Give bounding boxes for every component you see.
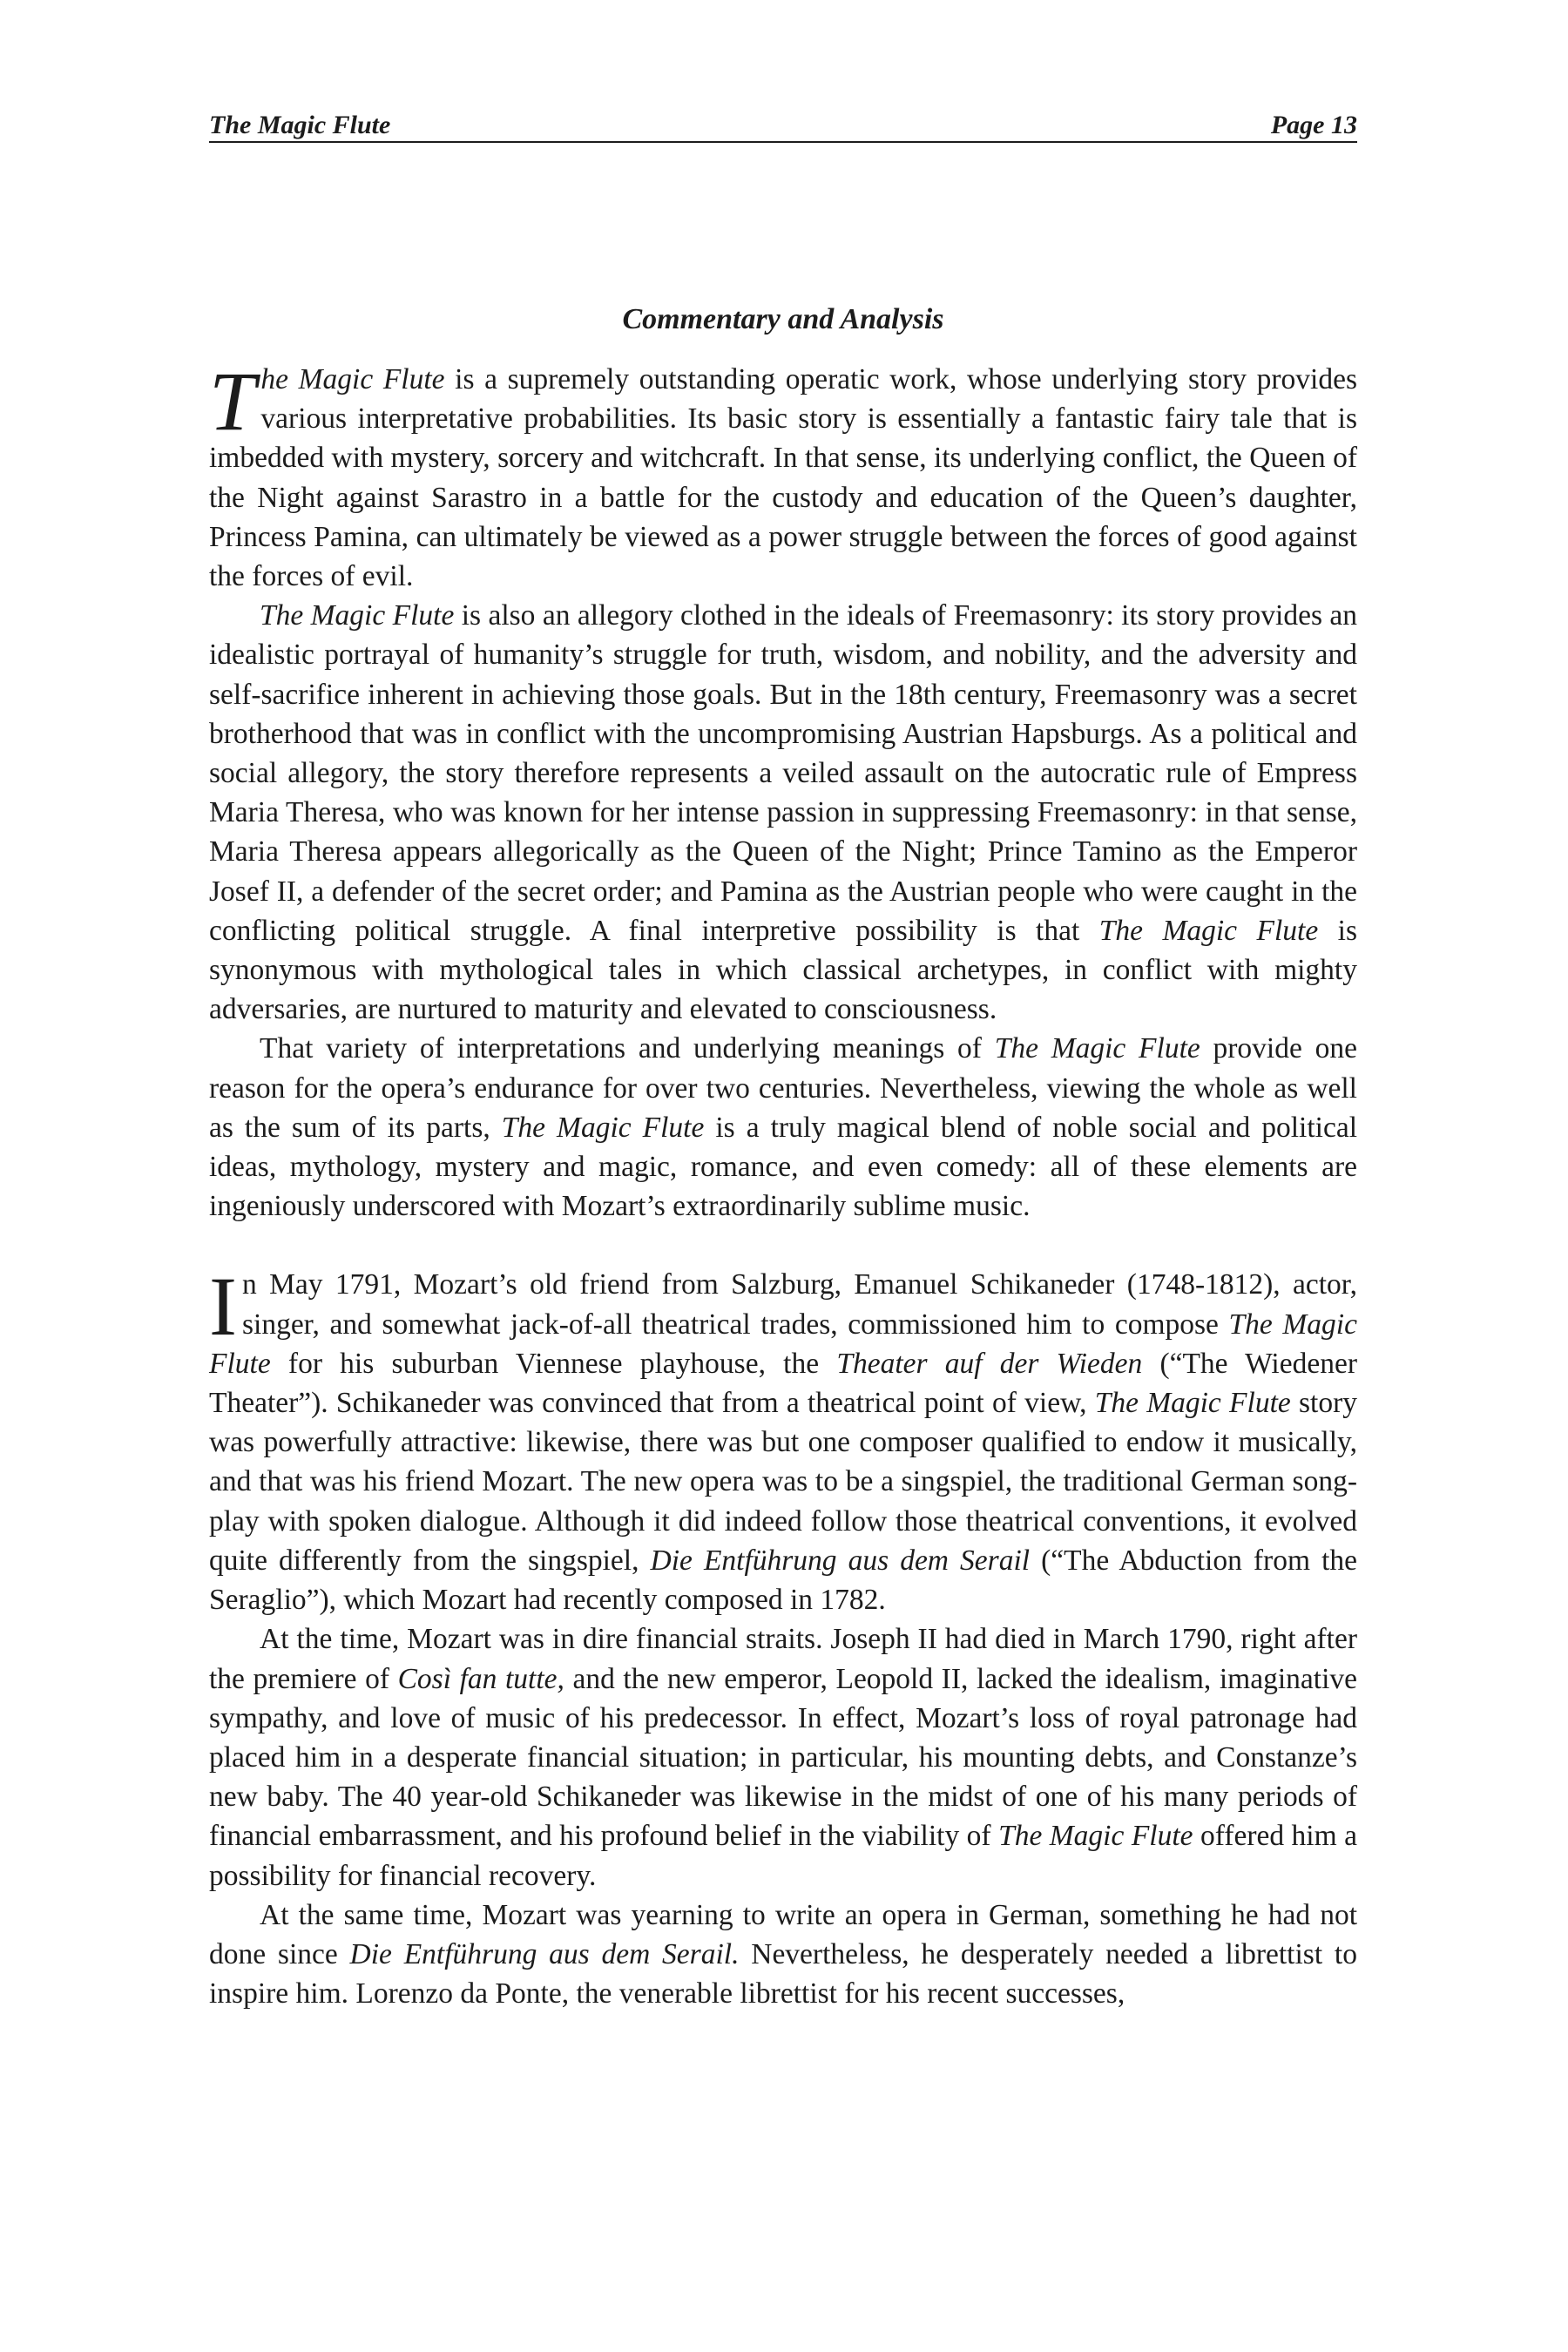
paragraph-text: n May 1791, Mozart’s old friend from Salzburg, Emanuel Schikaneder (1748-1812), actor, singer, and somewhat jack-of-all theatrical trades, commissioned him to compose (241, 1268, 1357, 1341)
italic-title: Theater auf der Wieden (836, 1347, 1143, 1380)
paragraph-text: for his suburban Viennese playhouse, the (270, 1347, 837, 1380)
paragraph-text: (“The Wiedener Theater”). Schikaneder was convinced that from a theatrical point of view, (209, 1347, 1358, 1420)
italic-title: The Magic Flute (994, 1032, 1200, 1065)
italic-title: The Magic Flute (1098, 914, 1319, 947)
paragraph-6 (209, 1896, 1357, 2014)
section-break (209, 1226, 1357, 1265)
paragraph-4 (209, 1260, 1358, 1619)
paragraph-text: Nevertheless, he desperately needed a librettist to inspire him. Lorenzo da Ponte, the venerable librettist for his recent successes, (209, 1937, 1357, 2011)
italic-title: Così fan tutte, (397, 1662, 564, 1695)
paragraph-text: At the same time, Mozart was yearning to write an opera in German, something he had not done since (209, 1898, 1357, 1970)
header-book-title: The Magic Flute (209, 111, 391, 139)
italic-title: The Magic Flute (1094, 1387, 1291, 1420)
italic-title: The Magic Flute (501, 1111, 705, 1144)
paragraph-text: is synonymous with mythological tales in which classical archetypes, in conflict with mighty adversaries, are nurtured to maturity and elevated to consciousness. (209, 914, 1357, 1026)
paragraph-text: is a truly magical blend of noble social and political ideas, mythology, mystery and magic, romance, and even comedy: all of these elements are ingeniously underscored with Mozart’s extraordinarily sublime music. (209, 1111, 1358, 1223)
italic-title: The Magic Flute (998, 1820, 1193, 1853)
section-title: Commentary and Analysis (622, 303, 944, 335)
drop-cap: I (209, 1260, 237, 1354)
paragraph-5 (209, 1619, 1357, 1895)
drop-cap: T (209, 355, 256, 448)
paragraph-text: provide one reason for the opera’s endurance for over two centuries. Nevertheless, viewing the whole as well as the sum of its parts, (209, 1032, 1357, 1144)
italic-title: he Magic Flute (260, 363, 445, 395)
italic-title: The Magic Flute (209, 1308, 1357, 1380)
running-header (209, 110, 1357, 143)
paragraph-text: (“The Abduction from the Seraglio”), which Mozart had recently composed in 1782. (209, 1544, 1357, 1617)
body-text (209, 355, 1358, 2013)
paragraph-text: is also an allegory clothed in the ideals of Freemasonry: its story provides an idealistic portrayal of humanity’s struggle for truth, wisdom, and nobility, and the adversity and self-sacrifice inherent in achieving those goals. But in the 18th century, Freemasonry was a secret brotherhood that was in conflict with the uncompromising Austrian Hapsburgs. As a political and social allegory, the story therefore represents a veiled assault on the autocratic rule of Empress Maria Theresa, who was known for her intense passion in suppressing Freemasonry: in that sense, Maria Theresa appears allegorically as the Queen of the Night; Prince Tamino as the Emperor Josef II, a defender of the secret order; and Pamina as the Austrian people who were caught in the conflicting political struggle. A final interpretive possibility is that (209, 599, 1358, 947)
italic-title: Die Entführung aus dem Serail. (349, 1937, 740, 1970)
italic-title: Die Entführung aus dem Serail (650, 1544, 1031, 1577)
paragraph-text: That variety of interpretations and underlying meanings of (260, 1032, 995, 1065)
document-page (209, 110, 1357, 2013)
paragraph-text: At the time, Mozart was in dire financial straits. Joseph II had died in March 1790, right after the premiere of (209, 1623, 1357, 1695)
paragraph-3 (209, 1029, 1357, 1226)
paragraph-2 (209, 596, 1357, 1029)
paragraph-text: and the new emperor, Leopold II, lacked the idealism, imaginative sympathy, and love of music of his predecessor. In effect, Mozart’s loss of royal patronage had placed him in a desperate financial situation; in particular, his mounting debts, and Constanze’s new baby. The 40 year-old Schikaneder was likewise in the midst of one of his many periods of financial embarrassment, and his profound belief in the viability of (209, 1662, 1358, 1853)
header-page-number: Page 13 (1270, 111, 1357, 139)
paragraph-text: story was powerfully attractive: likewise, there was but one composer qualified to endow it musically, and that was his friend Mozart. The new opera was to be a singspiel, the traditional German song-play with spoken dialogue. Although it did indeed follow those theatrical conventions, it evolved quite differently from the singspiel, (209, 1387, 1358, 1577)
paragraph-text: is a supremely outstanding operatic work, whose underlying story provides various interpretative probabilities. Its basic story is essentially a fantastic fairy tale that is imbedded with mystery, sorcery and witchcraft. In that sense, its underlying conflict, the Queen of the Night against Sarastro in a battle for the custody and education of the Queen’s daughter, Princess Pamina, can ultimately be viewed as a power struggle between the forces of good against the forces of evil. (209, 363, 1357, 593)
italic-title: The Magic Flute (260, 599, 455, 632)
paragraph-text: offered him a possibility for financial recovery. (209, 1820, 1358, 1892)
paragraph-1 (209, 355, 1357, 596)
